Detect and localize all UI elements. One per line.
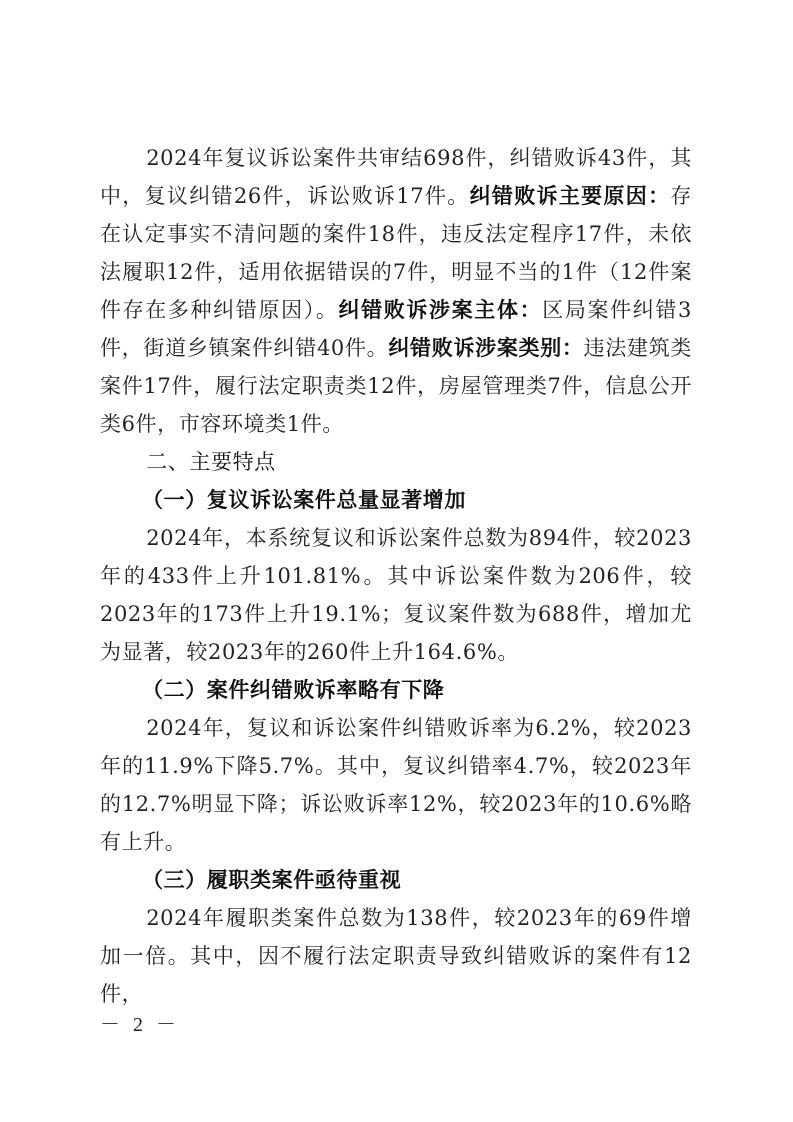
bold-label-subjects: 纠错败诉涉案主体： <box>338 298 543 322</box>
paragraph-error-rate <box>100 709 692 861</box>
text-segment: 2024年，本系统复议和诉讼案件总数为894件，较2023年的433件上升101.81%。其中诉讼案件数为206件，较2023年的173件上升19.1%；复议案件数为688件，增加尤为显著，较2023年的260件上升164.6%。 <box>100 526 692 664</box>
text-segment: 区局案件纠错3件，街道乡镇案件纠错40件。 <box>100 298 692 360</box>
subheading-total-increase: （一）复议诉讼案件总量显著增加 <box>142 488 466 512</box>
bold-label-main-reasons: 纠错败诉主要原因： <box>469 184 671 208</box>
subheading-error-rate: （二）案件纠错败诉率略有下降 <box>142 678 445 702</box>
text-segment: 2024年复议诉讼案件共审结698件，纠错败诉43件，其中，复议纠错26件，诉讼败诉17件。 <box>100 146 692 208</box>
text-segment: 2024年，复议和诉讼案件纠错败诉率为6.2%，较2023年的11.9%下降5.7%。其中，复议纠错率4.7%，较2023年的12.7%明显下降；诉讼败诉率12%，较2023年的10.6%略有上升。 <box>100 716 692 854</box>
text-segment: 违法建筑类案件17件，履行法定职责类12件，房屋管理类7件，信息公开类6件，市容环境类1件。 <box>100 336 693 436</box>
text-segment: 2024年履职类案件总数为138件，较2023年的69件增加一倍。其中，因不履行法定职责导致纠错败诉的案件有12件， <box>100 906 692 1006</box>
bold-label-categories: 纠错败诉涉案类别： <box>388 336 584 360</box>
section-heading-main-features: 二、主要特点 <box>146 450 276 474</box>
subheading-duty-cases: （三）履职类案件亟待重视 <box>142 868 402 892</box>
page-number: － 2 － <box>100 1014 180 1036</box>
paragraph-duty-cases <box>100 899 692 1013</box>
paragraph-case-summary <box>100 139 692 443</box>
document-body <box>100 139 692 1013</box>
paragraph-total-increase <box>100 519 692 671</box>
text-segment: 存在认定事实不清问题的案件18件，违反法定程序17件，未依法履职12件，适用依据错误的7件，明显不当的1件（12件案件存在多种纠错原因）。 <box>100 184 692 322</box>
